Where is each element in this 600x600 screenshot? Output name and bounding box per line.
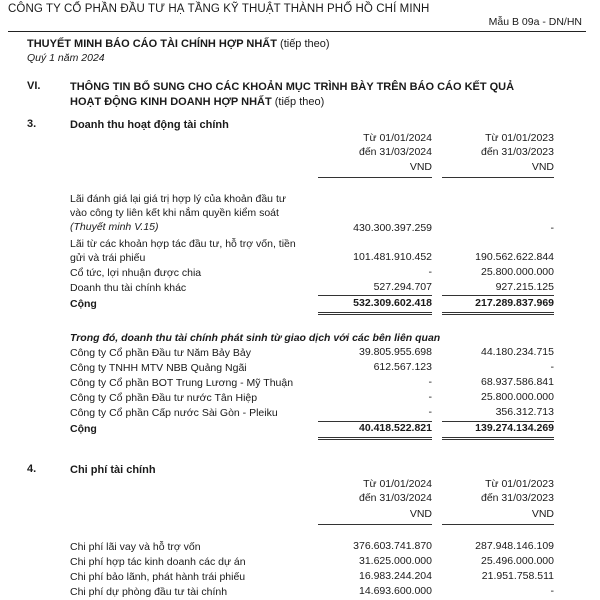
section-vi-title-suffix: (tiếp theo): [274, 96, 325, 108]
table-row-label: [70, 192, 286, 234]
s4-col2-header: [481, 477, 554, 505]
table-cell-value: 356.312.713: [495, 406, 554, 418]
table-cell-value: -: [428, 266, 432, 278]
s4-col2-unit: VND: [531, 508, 554, 520]
s4-col2-line2: đến 31/03/2023: [481, 492, 554, 504]
section-3-number: 3.: [27, 118, 37, 130]
s4-col2-line1: Từ 01/01/2023: [485, 478, 554, 490]
table-row-label: Chi phí dự phòng đầu tư tài chính: [70, 586, 228, 598]
table-cell-value: -: [550, 222, 554, 234]
table-cell-value: 376.603.741.870: [353, 540, 432, 552]
table-cell-value: 25.800.000.000: [481, 391, 554, 403]
table-cell-value: 16.983.244.204: [359, 570, 432, 582]
total-label: Cộng: [70, 298, 97, 310]
related-total-bottom-rule: [442, 437, 554, 440]
s4-col1-unit: VND: [409, 508, 432, 520]
section-4-number: 4.: [27, 463, 37, 475]
s3-col1-header-rule: [318, 177, 432, 178]
section-vi-title-line2: HOẠT ĐỘNG KINH DOANH HỢP NHẤT: [70, 96, 272, 108]
s3-total-bottom-rule: [318, 312, 432, 315]
header-divider: [8, 31, 586, 32]
s3-col1-line1: Từ 01/01/2024: [363, 132, 432, 144]
s4-col1-header-rule: [318, 524, 432, 525]
form-number: Mẫu B 09a - DN/HN: [488, 16, 582, 28]
s4-col1-line2: đến 31/03/2024: [359, 492, 432, 504]
table-row-label: Chi phí hợp tác kinh doanh các dự án: [70, 556, 246, 568]
s3-total-top-rule: [318, 295, 432, 296]
table-row-label: Công ty Cổ phần Đầu tư nước Tân Hiệp: [70, 392, 258, 404]
total-value: 217.289.837.969: [475, 297, 554, 309]
table-row-label: Chi phí lãi vay và hỗ trợ vốn: [70, 541, 201, 553]
table-cell-value: 14.693.600.000: [359, 585, 432, 597]
table-row-label: Cổ tức, lợi nhuận được chia: [70, 267, 202, 279]
s4-col1-header: [359, 477, 432, 505]
table-cell-value: 44.180.234.715: [481, 346, 554, 358]
section-vi-number: VI.: [27, 80, 41, 92]
document-period: Quý 1 năm 2024: [27, 52, 105, 64]
table-row-label: Công ty Cổ phần Cấp nước Sài Gòn - Pleiku: [70, 407, 278, 419]
total-label: Cộng: [70, 423, 97, 435]
table-row-label: Công ty Cổ phần BOT Trung Lương - Mỹ Thuận: [70, 377, 294, 389]
table-cell-value: 527.294.707: [373, 281, 432, 293]
row-label-note: (Thuyết minh V.15): [70, 221, 159, 233]
s3-total-bottom-rule: [442, 312, 554, 315]
s3-col2-line2: đến 31/03/2023: [481, 146, 554, 158]
s3-col1-unit: VND: [409, 161, 432, 173]
table-row-label: Công ty Cổ phần Đầu tư Năm Bảy Bảy: [70, 347, 251, 359]
section-vi-title-line1: THÔNG TIN BỔ SUNG CHO CÁC KHOẢN MỤC TRÌNH BÀY TRÊN BÁO CÁO KẾT QUẢ: [70, 81, 515, 93]
table-cell-value: 25.496.000.000: [481, 555, 554, 567]
table-cell-value: -: [428, 391, 432, 403]
table-cell-value: 927.215.125: [495, 281, 554, 293]
s3-col1-line2: đến 31/03/2024: [359, 146, 432, 158]
s4-col2-header-rule: [442, 524, 554, 525]
table-cell-value: -: [428, 376, 432, 388]
s3-col2-unit: VND: [531, 161, 554, 173]
s3-col2-header-rule: [442, 177, 554, 178]
table-row-label: Chi phí bảo lãnh, phát hành trái phiếu: [70, 571, 246, 583]
table-cell-value: 190.562.622.844: [475, 251, 554, 263]
table-cell-value: 430.300.397.259: [353, 222, 432, 234]
s4-col1-line1: Từ 01/01/2024: [363, 478, 432, 490]
table-cell-value: -: [428, 406, 432, 418]
row-label-line: gửi và trái phiếu: [70, 252, 146, 264]
section-4-title: Chi phí tài chính: [70, 464, 156, 476]
company-name: CÔNG TY CỔ PHẦN ĐẦU TƯ HẠ TẦNG KỸ THUẬT THÀNH PHỐ HỒ CHÍ MINH: [8, 3, 430, 15]
s3-col1-header: [359, 131, 432, 159]
row-label-line: Lãi từ các khoản hợp tác đầu tư, hỗ trợ vốn, tiền: [70, 238, 296, 250]
table-row-label: Công ty TNHH MTV NBB Quảng Ngãi: [70, 362, 247, 374]
total-value: 532.309.602.418: [353, 297, 432, 309]
table-cell-value: 612.567.123: [373, 361, 432, 373]
document-title: [27, 38, 330, 50]
total-value: 139.274.134.269: [475, 422, 554, 434]
s3-total-top-rule: [442, 295, 554, 296]
table-cell-value: 68.937.586.841: [481, 376, 554, 388]
related-parties-heading: Trong đó, doanh thu tài chính phát sinh từ giao dịch với các bên liên quan: [70, 332, 441, 344]
table-row-label: [70, 237, 296, 265]
table-cell-value: 21.951.758.511: [481, 570, 554, 582]
table-cell-value: 287.948.146.109: [475, 540, 554, 552]
row-label-line: vào công ty liên kết khi nắm quyền kiểm soát: [70, 207, 279, 219]
row-label-line: Lãi đánh giá lại giá trị hợp lý của khoản đầu tư: [70, 193, 286, 205]
related-total-bottom-rule: [318, 437, 432, 440]
document-title-suffix: (tiếp theo): [280, 38, 330, 50]
section-vi-title: [70, 80, 514, 110]
table-row-label: Doanh thu tài chính khác: [70, 282, 187, 294]
total-value: 40.418.522.821: [359, 422, 432, 434]
table-cell-value: 25.800.000.000: [481, 266, 554, 278]
document-title-text: THUYẾT MINH BÁO CÁO TÀI CHÍNH HỢP NHẤT: [27, 38, 277, 50]
table-cell-value: 39.805.955.698: [359, 346, 432, 358]
table-cell-value: -: [550, 585, 554, 597]
s3-col2-line1: Từ 01/01/2023: [485, 132, 554, 144]
table-cell-value: 31.625.000.000: [359, 555, 432, 567]
table-cell-value: -: [550, 361, 554, 373]
table-cell-value: 101.481.910.452: [353, 251, 432, 263]
section-3-title: Doanh thu hoạt động tài chính: [70, 119, 229, 131]
s3-col2-header: [481, 131, 554, 159]
